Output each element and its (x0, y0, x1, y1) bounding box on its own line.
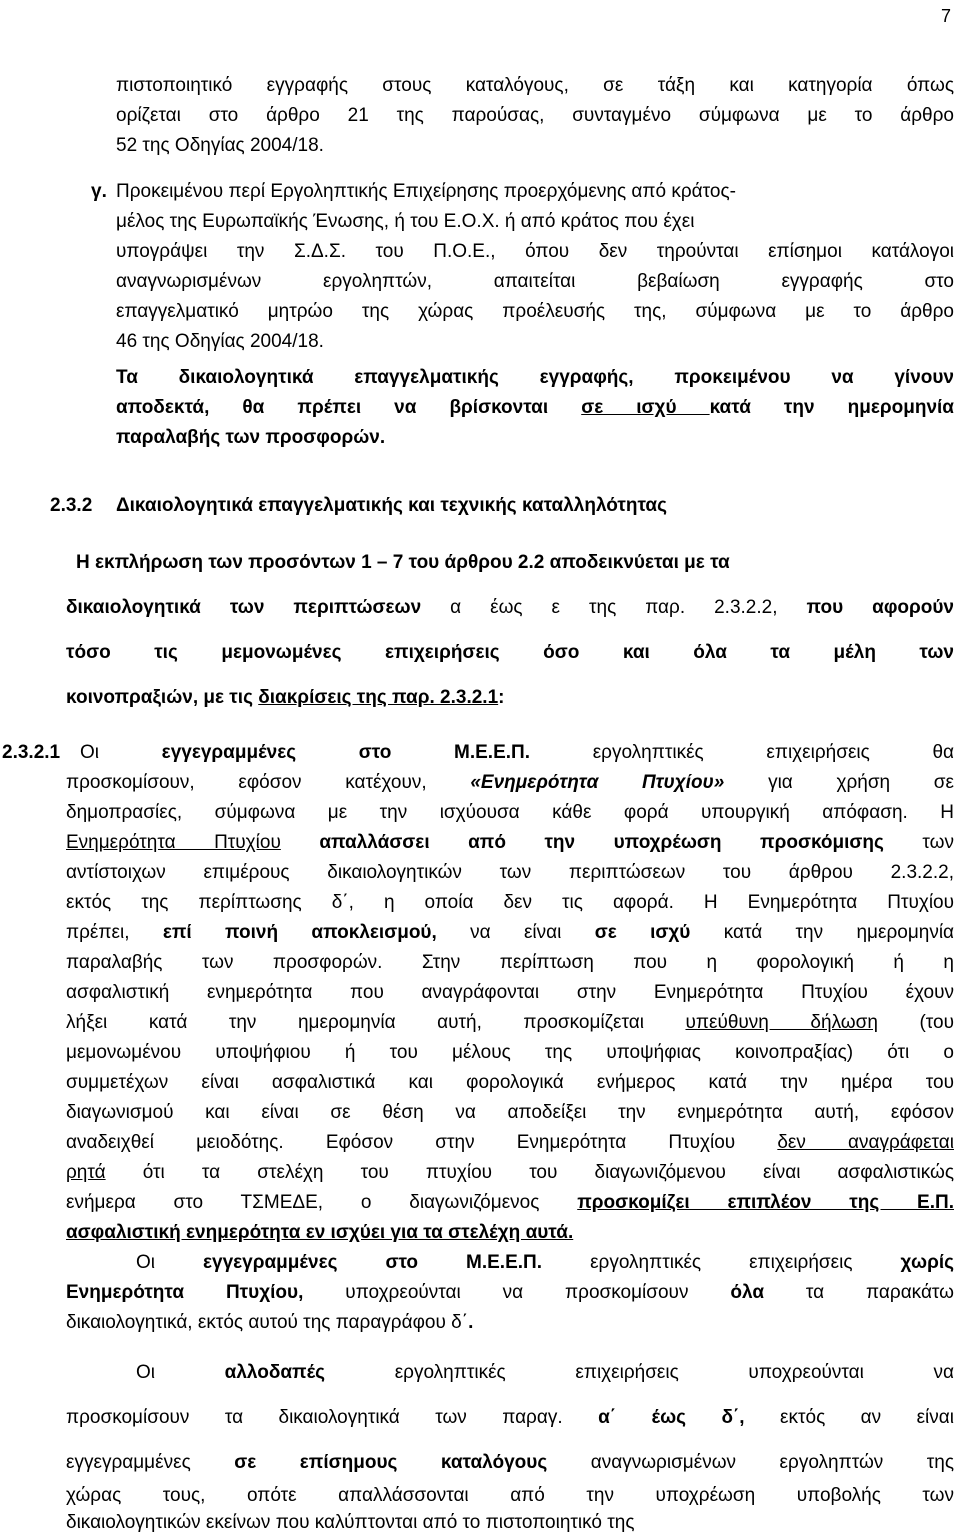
text-run: προσκομίσουν, εφόσον κατέχουν, (66, 772, 427, 793)
list-marker: γ. (91, 181, 107, 202)
text-run: κατά την ημερομηνία (723, 922, 955, 943)
underlined-text: ρητά (66, 1162, 106, 1183)
text-run: δικαιολογητικά, εκτός αυτού της παραγράφου δ΄ (66, 1312, 469, 1333)
underlined-text: σε ισχύ (581, 397, 710, 418)
text-run: Οι (80, 742, 99, 763)
text-run: α΄ έως δ΄, (598, 1407, 745, 1428)
text-line: δικαιολογητικών εκείνων που καλύπτονται από το πιστοποιητικό της (66, 1512, 635, 1533)
text-line: 52 της Οδηγίας 2004/18. (116, 135, 324, 156)
text-run: εργοληπτικές επιχειρήσεις θα (592, 742, 955, 763)
text-run: υποχρεούνται να προσκομίσουν (345, 1282, 689, 1303)
text-line (66, 1133, 954, 1152)
text-run: εκτός αν είναι (780, 1407, 954, 1428)
text-run: κοινοπραξιών, με τις (66, 687, 259, 708)
text-line: μεμονωμένου υποψήφιου ή του μέλους της υποψήφιας κοινοπραξίας) ότι ο (66, 1042, 954, 1063)
text-run: λήξει κατά την ημερομηνία αυτή, προσκομίζεται (66, 1012, 644, 1033)
text-line (66, 923, 954, 942)
text-run: ενήμερα στο ΤΣΜΕΔΕ, ο διαγωνιζόμενος (66, 1192, 540, 1213)
subsection-number: 2.3.2.1 (2, 742, 61, 763)
text-run: ότι τα στελέχη του πτυχίου του διαγωνιζόμενου είναι ασφαλιστικώς (142, 1162, 955, 1183)
text-line: Τα δικαιολογητικά επαγγελματικής εγγραφής, προκειμένου να γίνουν (116, 367, 954, 388)
text-line: πιστοποιητικό εγγραφής στους καταλόγους, σε τάξη και κατηγορία όπως (116, 75, 954, 96)
text-line (66, 598, 954, 617)
text-line (66, 1283, 954, 1302)
text-line: υπογράψει την Σ.Δ.Σ. του Π.Ο.Ε., όπου δεν τηρούνται επίσημοι κατάλογοι (116, 241, 954, 262)
text-line (66, 1013, 954, 1032)
text-line (136, 1363, 954, 1382)
text-line: εκτός της περίπτωσης δ΄, η οποία δεν τις αφορά. Η Ενημερότητα Πτυχίου (66, 892, 954, 913)
text-run: απαλλάσσει από την υποχρέωση προσκόμισης (280, 832, 884, 853)
text-line: 46 της Οδηγίας 2004/18. (116, 331, 324, 352)
text-run: τα παρακάτω (805, 1282, 954, 1303)
text-line: Προκειμένου περί Εργοληπτικής Επιχείρησης προερχόμενης από κράτος- (116, 181, 736, 202)
text-run: για χρήση σε (768, 772, 955, 793)
text-run: εργοληπτικές επιχειρήσεις (590, 1252, 853, 1273)
text-run: εγγεγραμμένες στο Μ.Ε.Ε.Π. (161, 742, 531, 763)
text-run: σε ισχύ (594, 922, 691, 943)
text-run: «Ενημερότητα Πτυχίου» (470, 772, 725, 793)
text-run: : (498, 687, 505, 708)
underlined-text: ασφαλιστική ενημερότητα εν ισχύει για τα στελέχη αυτά. (66, 1222, 574, 1243)
text-run: . (468, 1312, 474, 1333)
underlined-text: διακρίσεις της παρ. 2.3.2.1 (258, 687, 499, 708)
text-line: μέλος της Ευρωπαϊκής Ένωσης, ή του Ε.Ο.Χ. ή από κράτος που έχει (116, 211, 695, 232)
text-line: Η εκπλήρωση των προσόντων 1 – 7 του άρθρου 2.2 αποδεικνύεται με τα (76, 552, 730, 573)
text-line: ασφαλιστική ενημερότητα που αναγράφονται στην Ενημερότητα Πτυχίου έχουν (66, 982, 954, 1003)
text-run: Οι (136, 1252, 155, 1273)
text-line (66, 688, 504, 707)
section-number: 2.3.2 (50, 495, 93, 516)
text-run: α έως ε της παρ. 2.3.2.2, (421, 597, 807, 618)
text-run: σε επίσημους καταλόγους (234, 1452, 548, 1473)
text-run: αναγνωρισμένων εργοληπτών της (590, 1452, 955, 1473)
text-run: αναδειχθεί μειοδότης. Εφόσον στην Ενημερότητα Πτυχίου (66, 1132, 736, 1153)
text-run: (του (919, 1012, 955, 1033)
text-line (66, 1453, 954, 1472)
text-line (136, 1253, 954, 1272)
text-line: παραλαβής των προσφορών. (116, 427, 386, 448)
text-line: αναγνωρισμένων εργοληπτών, απαιτείται βεβαίωση εγγραφής στο (116, 271, 954, 292)
text-run: εγγεγραμμένες (66, 1452, 191, 1473)
text-line (66, 833, 954, 852)
text-line: παραλαβής των προσφορών. Στην περίπτωση που η φορολογική ή η (66, 952, 954, 973)
underlined-text: υπεύθυνη δήλωση (685, 1012, 878, 1033)
text-run: που αφορούν (806, 597, 954, 618)
text-run: Οι (136, 1362, 155, 1383)
underlined-text: προσκομίζει επιπλέον της Ε.Π. (577, 1192, 954, 1213)
text-line: αντίστοιχων επιμέρους δικαιολογητικών των περιπτώσεων του άρθρου 2.3.2.2, (66, 862, 954, 883)
text-line (66, 1193, 954, 1212)
text-line: χώρας τους, οπότε απαλλάσσονται από την υποχρέωση υποβολής των (66, 1485, 954, 1506)
text-run: προσκομίσουν τα δικαιολογητικά των παραγ. (66, 1407, 563, 1428)
text-run: επί ποινή αποκλεισμού, (162, 922, 437, 943)
text-run: πρέπει, (66, 922, 130, 943)
text-run: δικαιολογητικά των περιπτώσεων (66, 597, 422, 618)
text-run: κατά την ημερομηνία (709, 397, 954, 418)
text-line: επαγγελματικό μητρώο της χώρας προέλευσής της, σύμφωνα με το άρθρο (116, 301, 954, 322)
page-number: 7 (940, 6, 951, 26)
text-line: συμμετέχων είναι ασφαλιστικά και φορολογικά ενήμερος κατά την ημέρα του (66, 1072, 954, 1093)
text-run: αλλοδαπές (224, 1362, 326, 1383)
text-run: των (883, 832, 954, 853)
text-line: τόσο τις μεμονωμένες επιχειρήσεις όσο και όλα τα μέλη των (66, 642, 954, 663)
text-run: Ενημερότητα Πτυχίου, (66, 1282, 304, 1303)
text-run: αποδεκτά, θα πρέπει να βρίσκονται (116, 397, 549, 418)
text-line: διαγωνισμού και είναι σε θέση να αποδείξει την ενημερότητα αυτή, εφόσον (66, 1102, 954, 1123)
text-run: όλα (730, 1282, 764, 1303)
text-run: εγγεγραμμένες στο Μ.Ε.Ε.Π. (203, 1252, 543, 1273)
text-line (80, 743, 954, 762)
text-run: εργοληπτικές επιχειρήσεις υποχρεούνται να (394, 1362, 955, 1383)
text-line (66, 1313, 473, 1332)
text-line (66, 1163, 954, 1182)
text-line (66, 1223, 573, 1242)
text-run: χωρίς (900, 1252, 955, 1273)
text-line (66, 1408, 954, 1427)
text-line: ορίζεται στο άρθρο 21 της παρούσας, συνταγμένο σύμφωνα με το άρθρο (116, 105, 954, 126)
text-run: να είναι (470, 922, 562, 943)
underlined-text: δεν αναγράφεται (777, 1132, 954, 1153)
underlined-text: Ενημερότητα Πτυχίου (66, 832, 281, 853)
text-line: δημοπρασίες, σύμφωνα με την ισχύουσα κάθε φορά υπουργική απόφαση. Η (66, 802, 954, 823)
text-line (66, 773, 954, 792)
section-title: Δικαιολογητικά επαγγελματικής και τεχνικής καταλληλότητας (116, 495, 667, 516)
text-line (116, 398, 954, 417)
